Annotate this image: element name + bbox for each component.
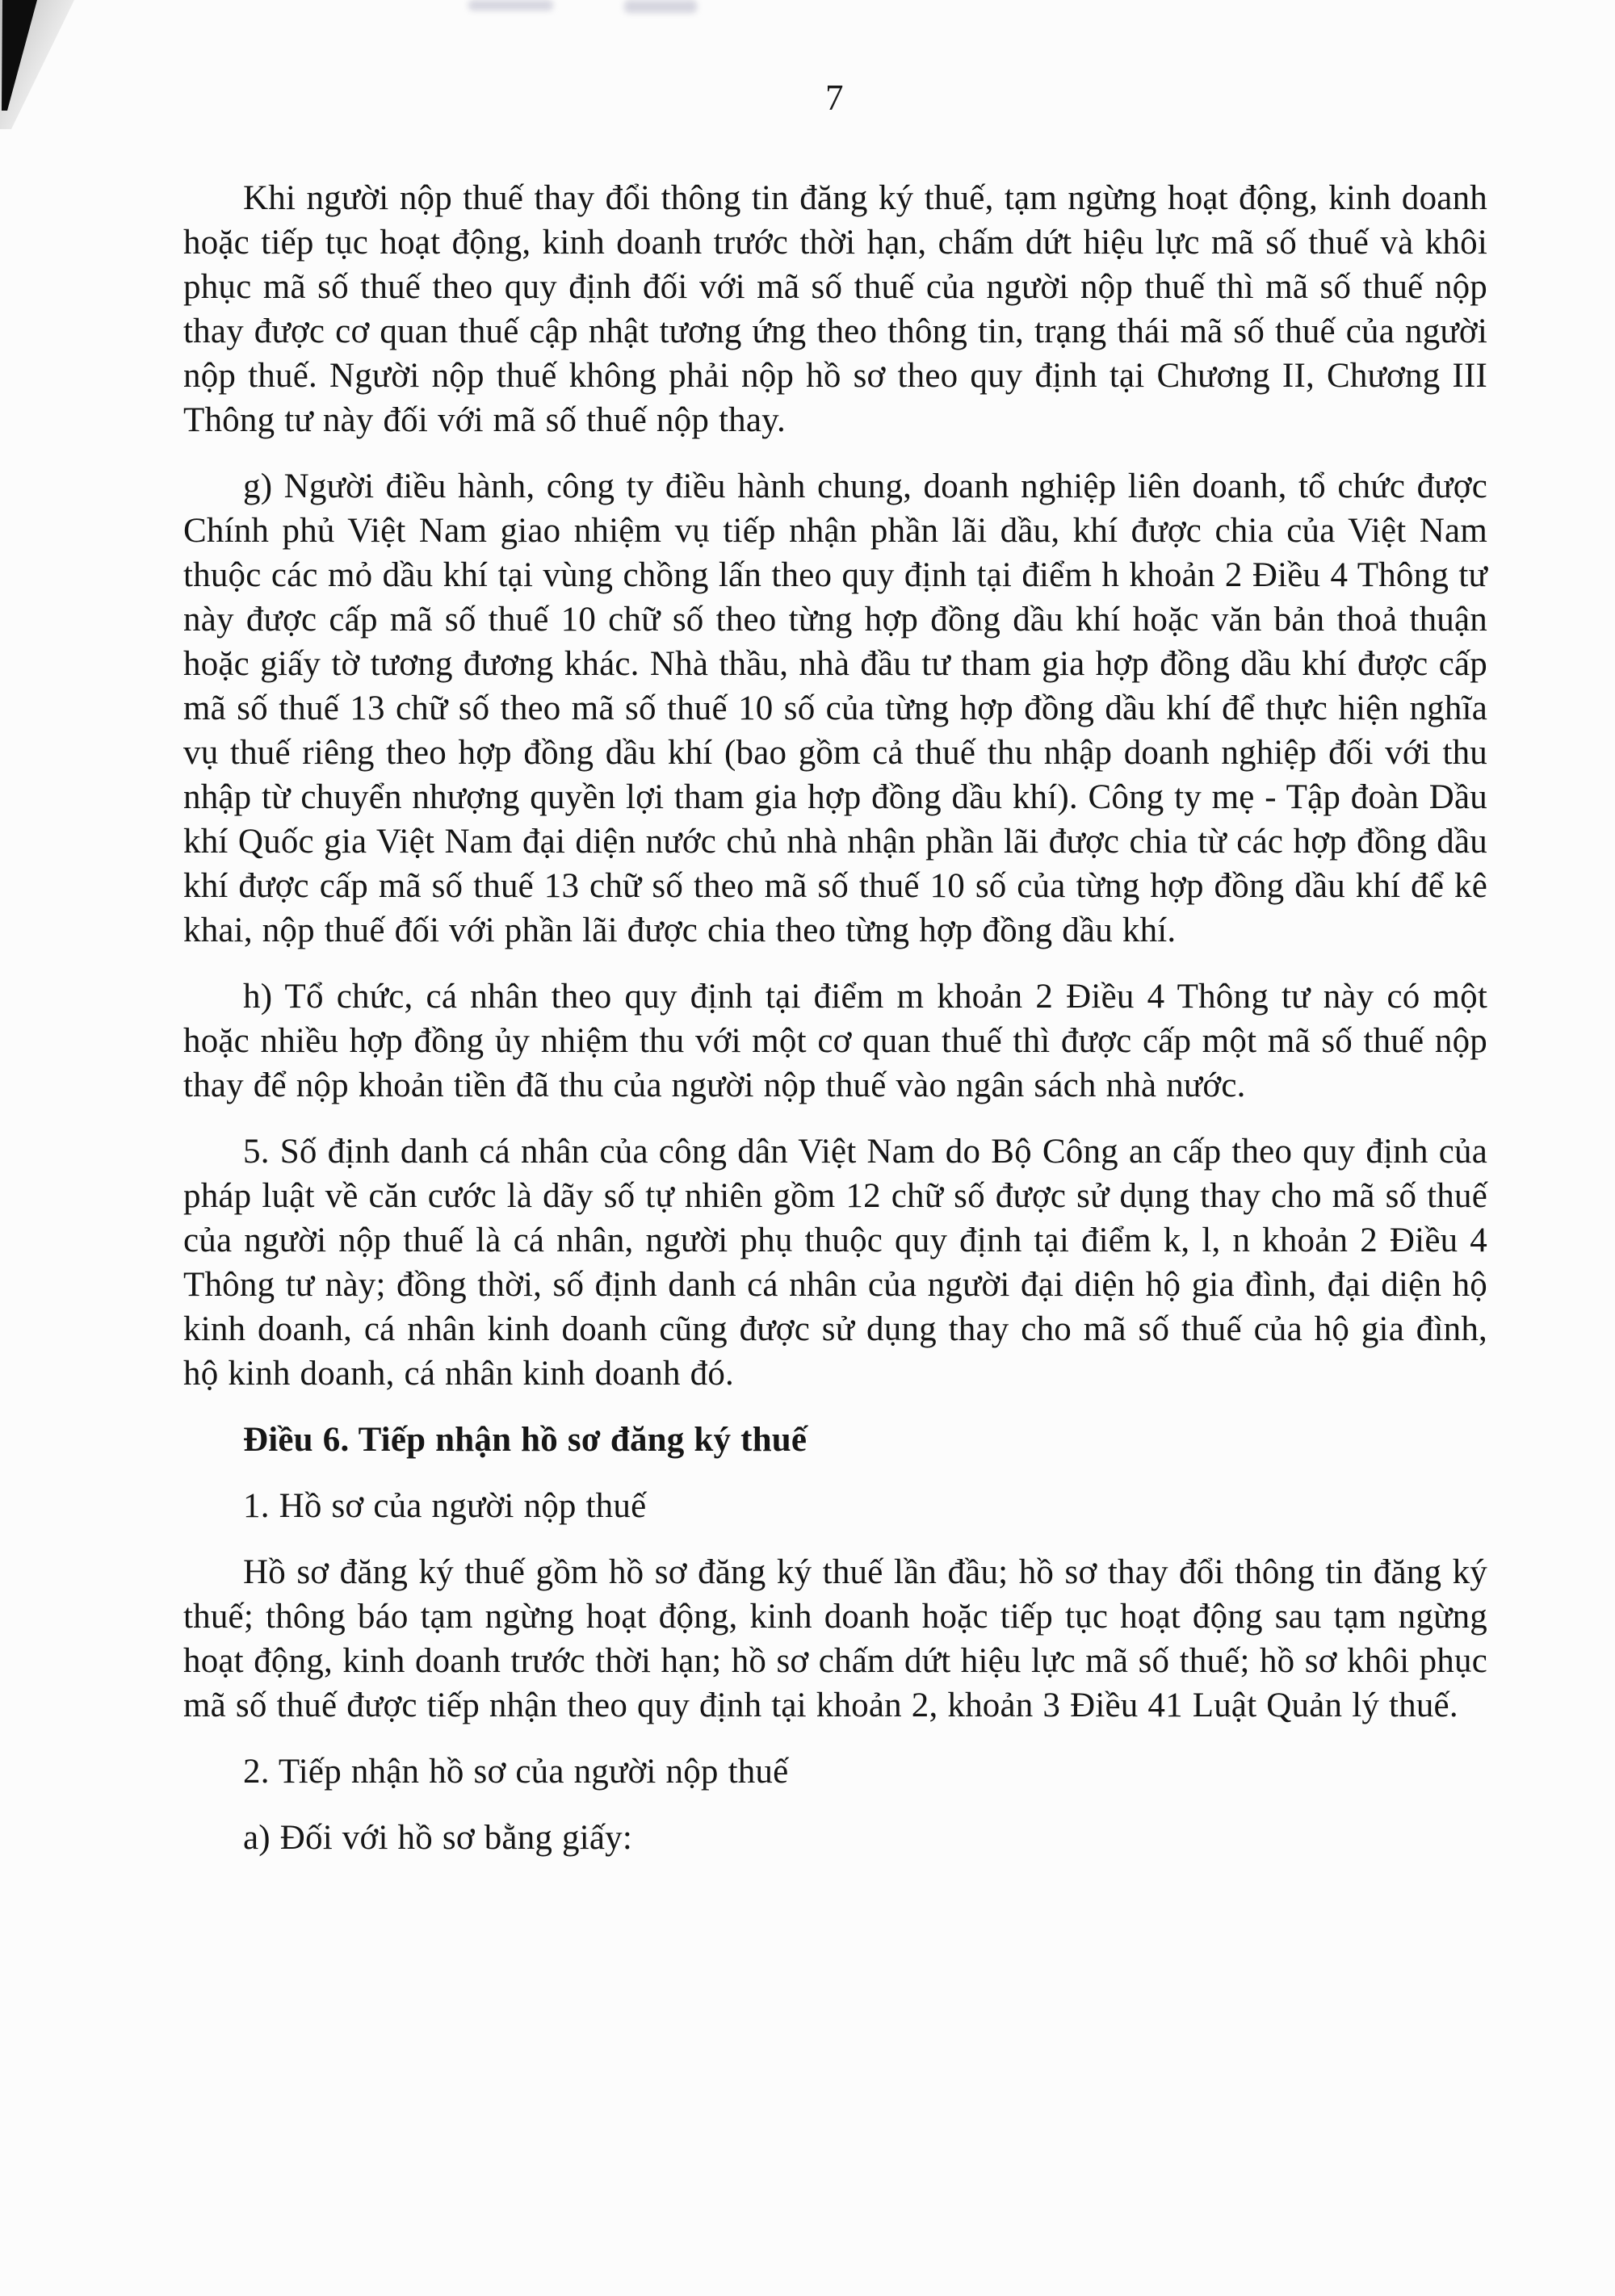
paragraph-tax-code-update: Khi người nộp thuế thay đổi thông tin đăng ký thuế, tạm ngừng hoạt động, kinh doanh hoặc tiếp tục hoạt động, kinh doanh trước thời hạn, chấm dứt hiệu lực mã số thuế và khôi phục mã số thuế theo quy định đối với mã số thuế của người nộp thuế thì mã số thuế nộp thay được cơ quan thuế cập nhật tương ứng theo thông tin, trạng thái mã số thuế của người nộp thuế. Người nộp thuế không phải nộp hồ sơ theo quy định tại Chương II, Chương III Thông tư này đối với mã số thuế nộp thay. — [183, 179, 1487, 439]
paragraph-point-a-paper-dossier: a) Đối với hồ sơ bằng giấy: — [243, 1819, 633, 1857]
paragraph-clause-5-personal-id-number: 5. Số định danh cá nhân của công dân Việt Nam do Bộ Công an cấp theo quy định của pháp luật về căn cước là dãy số tự nhiên gồm 12 chữ số được sử dụng thay cho mã số thuế của người nộp thuế là cá nhân, người phụ thuộc quy định tại điểm k, l, n khoản 2 Điều 4 Thông tư này; đồng thời, số định danh cá nhân của người đại diện hộ gia đình, đại diện hộ kinh doanh, cá nhân kinh doanh cũng được sử dụng thay cho mã số thuế của hộ gia đình, hộ kinh doanh, cá nhân kinh doanh đó. — [183, 1133, 1487, 1393]
scan-smudge-artifact — [468, 0, 553, 10]
paragraph-dossier-types: Hồ sơ đăng ký thuế gồm hồ sơ đăng ký thuế lần đầu; hồ sơ thay đổi thông tin đăng ký thuế; thông báo tạm ngừng hoạt động, kinh doanh hoặc tiếp tục hoạt động sau tạm ngừng hoạt động, kinh doanh trước thời hạn; hồ sơ chấm dứt hiệu lực mã số thuế; hồ sơ khôi phục mã số thuế được tiếp nhận theo quy định tại khoản 2, khoản 3 Điều 41 Luật Quản lý thuế. — [183, 1553, 1487, 1724]
document-body — [183, 176, 1487, 1882]
paragraph-clause-1-taxpayer-dossier: 1. Hồ sơ của người nộp thuế — [243, 1487, 647, 1525]
scan-smudge-artifact — [624, 0, 697, 13]
paragraph-point-g-oil-gas-contracts: g) Người điều hành, công ty điều hành chung, doanh nghiệp liên doanh, tổ chức được Chính phủ Việt Nam giao nhiệm vụ tiếp nhận phần lãi dầu, khí được chia của Việt Nam thuộc các mỏ dầu khí tại vùng chồng lấn theo quy định tại điểm h khoản 2 Điều 4 Thông tư này được cấp mã số thuế 10 chữ số theo từng hợp đồng dầu khí hoặc văn bản thoả thuận hoặc giấy tờ tương đương khác. Nhà thầu, nhà đầu tư tham gia hợp đồng dầu khí được cấp mã số thuế 13 chữ số theo mã số thuế 10 số của từng hợp đồng dầu khí để thực hiện nghĩa vụ thuế riêng theo hợp đồng dầu khí (bao gồm cả thuế thu nhập doanh nghiệp đối với thu nhập từ chuyển nhượng quyền lợi tham gia hợp đồng dầu khí). Công ty mẹ - Tập đoàn Dầu khí Quốc gia Việt Nam đại diện nước chủ nhà nhận phần lãi được chia từ các hợp đồng dầu khí được cấp mã số thuế 13 chữ số theo mã số thuế 10 số của từng hợp đồng dầu khí để kê khai, nộp thuế đối với phần lãi được chia theo từng hợp đồng dầu khí. — [183, 467, 1487, 949]
section-heading-article-6: Điều 6. Tiếp nhận hồ sơ đăng ký thuế — [243, 1421, 808, 1459]
paragraph-clause-2-dossier-reception: 2. Tiếp nhận hồ sơ của người nộp thuế — [243, 1753, 789, 1791]
page-number: 7 — [825, 78, 844, 118]
paragraph-point-h-collection-authorization: h) Tổ chức, cá nhân theo quy định tại điểm m khoản 2 Điều 4 Thông tư này có một hoặc nhiều hợp đồng ủy nhiệm thu với một cơ quan thuế thì được cấp một mã số thuế nộp thay để nộp khoản tiền đã thu của người nộp thuế vào ngân sách nhà nước. — [183, 978, 1487, 1104]
